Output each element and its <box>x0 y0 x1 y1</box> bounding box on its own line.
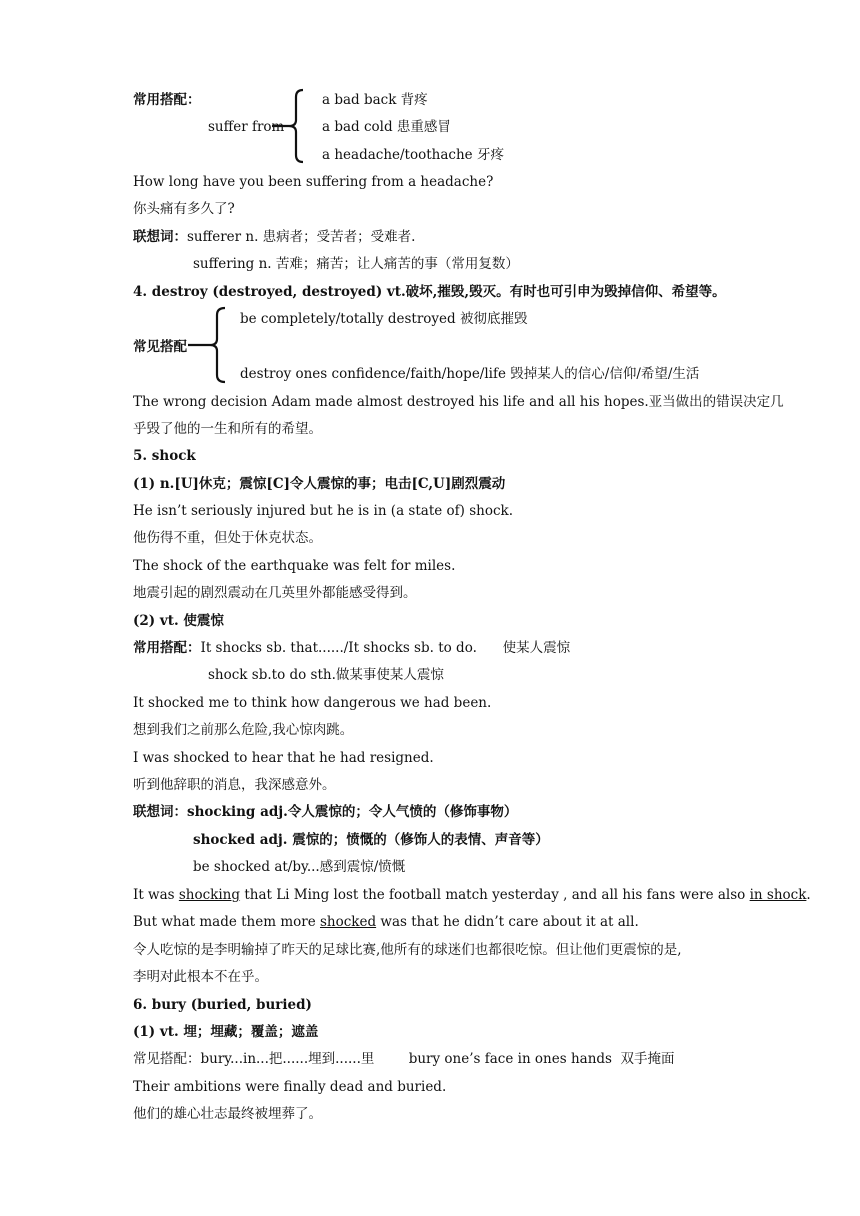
related-word: suffering n. 苦难；痛苦；让人痛苦的事（常用复数） <box>193 256 519 272</box>
collocation-label: 常见搭配 <box>133 339 187 355</box>
related-label: 联想词： <box>133 229 187 245</box>
example-zh: 令人吃惊的是李明输掉了昨天的足球比赛,他所有的球迷们也都很吃惊。但让他们更震惊的是, <box>133 942 682 958</box>
section-heading-destroy: 4. destroy (destroyed, destroyed) vt.破坏,摧毁,毁灭。有时也可引申为毁掉信仰、希望等。 <box>133 284 726 300</box>
underlined-word: in shock <box>749 887 807 903</box>
collocation-brace <box>188 306 228 384</box>
collocation-brace <box>272 88 306 164</box>
suffer-from-phrase: suffer from <box>208 119 285 135</box>
text-run: But what made them more <box>133 914 320 930</box>
text-run: It was <box>133 887 179 903</box>
collocation-item: shock sb.to do sth.做某事使某人震惊 <box>208 667 444 683</box>
collocation-item: a bad cold 患重感冒 <box>322 119 451 135</box>
example-zh: 李明对此根本不在乎。 <box>133 969 268 985</box>
collocation-item: be completely/totally destroyed 被彻底摧毁 <box>240 311 528 327</box>
example-zh: 想到我们之前那么危险,我心惊肉跳。 <box>133 722 354 738</box>
related-word: shocked adj. 震惊的；愤慨的（修饰人的表情、声音等） <box>193 832 549 848</box>
collocation-label: 常用搭配： <box>133 92 201 108</box>
example-zh: 听到他辞职的消息，我深感意外。 <box>133 777 336 793</box>
text-run: . <box>806 887 811 903</box>
example-zh: 他伤得不重，但处于休克状态。 <box>133 530 322 546</box>
example-en: He isn’t seriously injured but he is in (a state of) shock. <box>133 503 513 519</box>
related-word: sufferer n. 患病者；受苦者；受难者. <box>187 229 416 245</box>
text-run: was that he didn’t care about it at all. <box>376 914 639 930</box>
section-heading-shock: 5. shock <box>133 448 196 464</box>
collocation-item: a bad back 背疼 <box>322 92 428 108</box>
example-en: It shocked me to think how dangerous we had been. <box>133 695 492 711</box>
example-en: Their ambitions were finally dead and buried. <box>133 1079 447 1095</box>
example-en: I was shocked to hear that he had resigned. <box>133 750 434 766</box>
example-zh: 你头痛有多久了? <box>133 201 235 217</box>
sense-heading: (2) vt. 使震惊 <box>133 613 224 629</box>
sense-heading: (1) n.[U]休克；震惊[C]令人震惊的事；电击[C,U]剧烈震动 <box>133 476 506 492</box>
underlined-word: shocked <box>319 914 377 930</box>
example-paragraph <box>133 886 811 904</box>
text-run: that Li Ming lost the football match yesterday , and all his fans were also <box>240 887 750 903</box>
collocation-item: It shocks sb. that....../It shocks sb. to do. 使某人震惊 <box>200 640 571 656</box>
collocation-item: a headache/toothache 牙疼 <box>322 147 504 163</box>
example-zh: 乎毁了他的一生和所有的希望。 <box>133 421 322 437</box>
related-word: shocking adj.令人震惊的；令人气愤的（修饰事物） <box>187 804 518 820</box>
related-word: be shocked at/by...感到震惊/愤慨 <box>193 859 406 875</box>
example-en: The shock of the earthquake was felt for miles. <box>133 558 456 574</box>
example-zh: 他们的雄心壮志最终被埋葬了。 <box>133 1106 322 1122</box>
underlined-word: shocking <box>178 887 241 903</box>
example-en: The wrong decision Adam made almost destroyed his life and all his hopes.亚当做出的错误决定几 <box>133 394 784 410</box>
section-heading-bury: 6. bury (buried, buried) <box>133 997 312 1013</box>
example-paragraph <box>133 913 639 931</box>
collocation-item: 常见搭配：bury...in...把......埋到......里 bury one’s face in ones hands 双手掩面 <box>133 1051 675 1067</box>
example-zh: 地震引起的剧烈震动在几英里外都能感受得到。 <box>133 585 417 601</box>
sense-heading: (1) vt. 埋；埋藏；覆盖；遮盖 <box>133 1024 319 1040</box>
example-en: How long have you been suffering from a headache? <box>133 174 494 190</box>
related-label: 联想词： <box>133 804 187 820</box>
collocation-item: destroy ones confidence/faith/hope/life 毁掉某人的信心/信仰/希望/生活 <box>240 366 700 382</box>
collocation-label: 常用搭配： <box>133 640 201 656</box>
